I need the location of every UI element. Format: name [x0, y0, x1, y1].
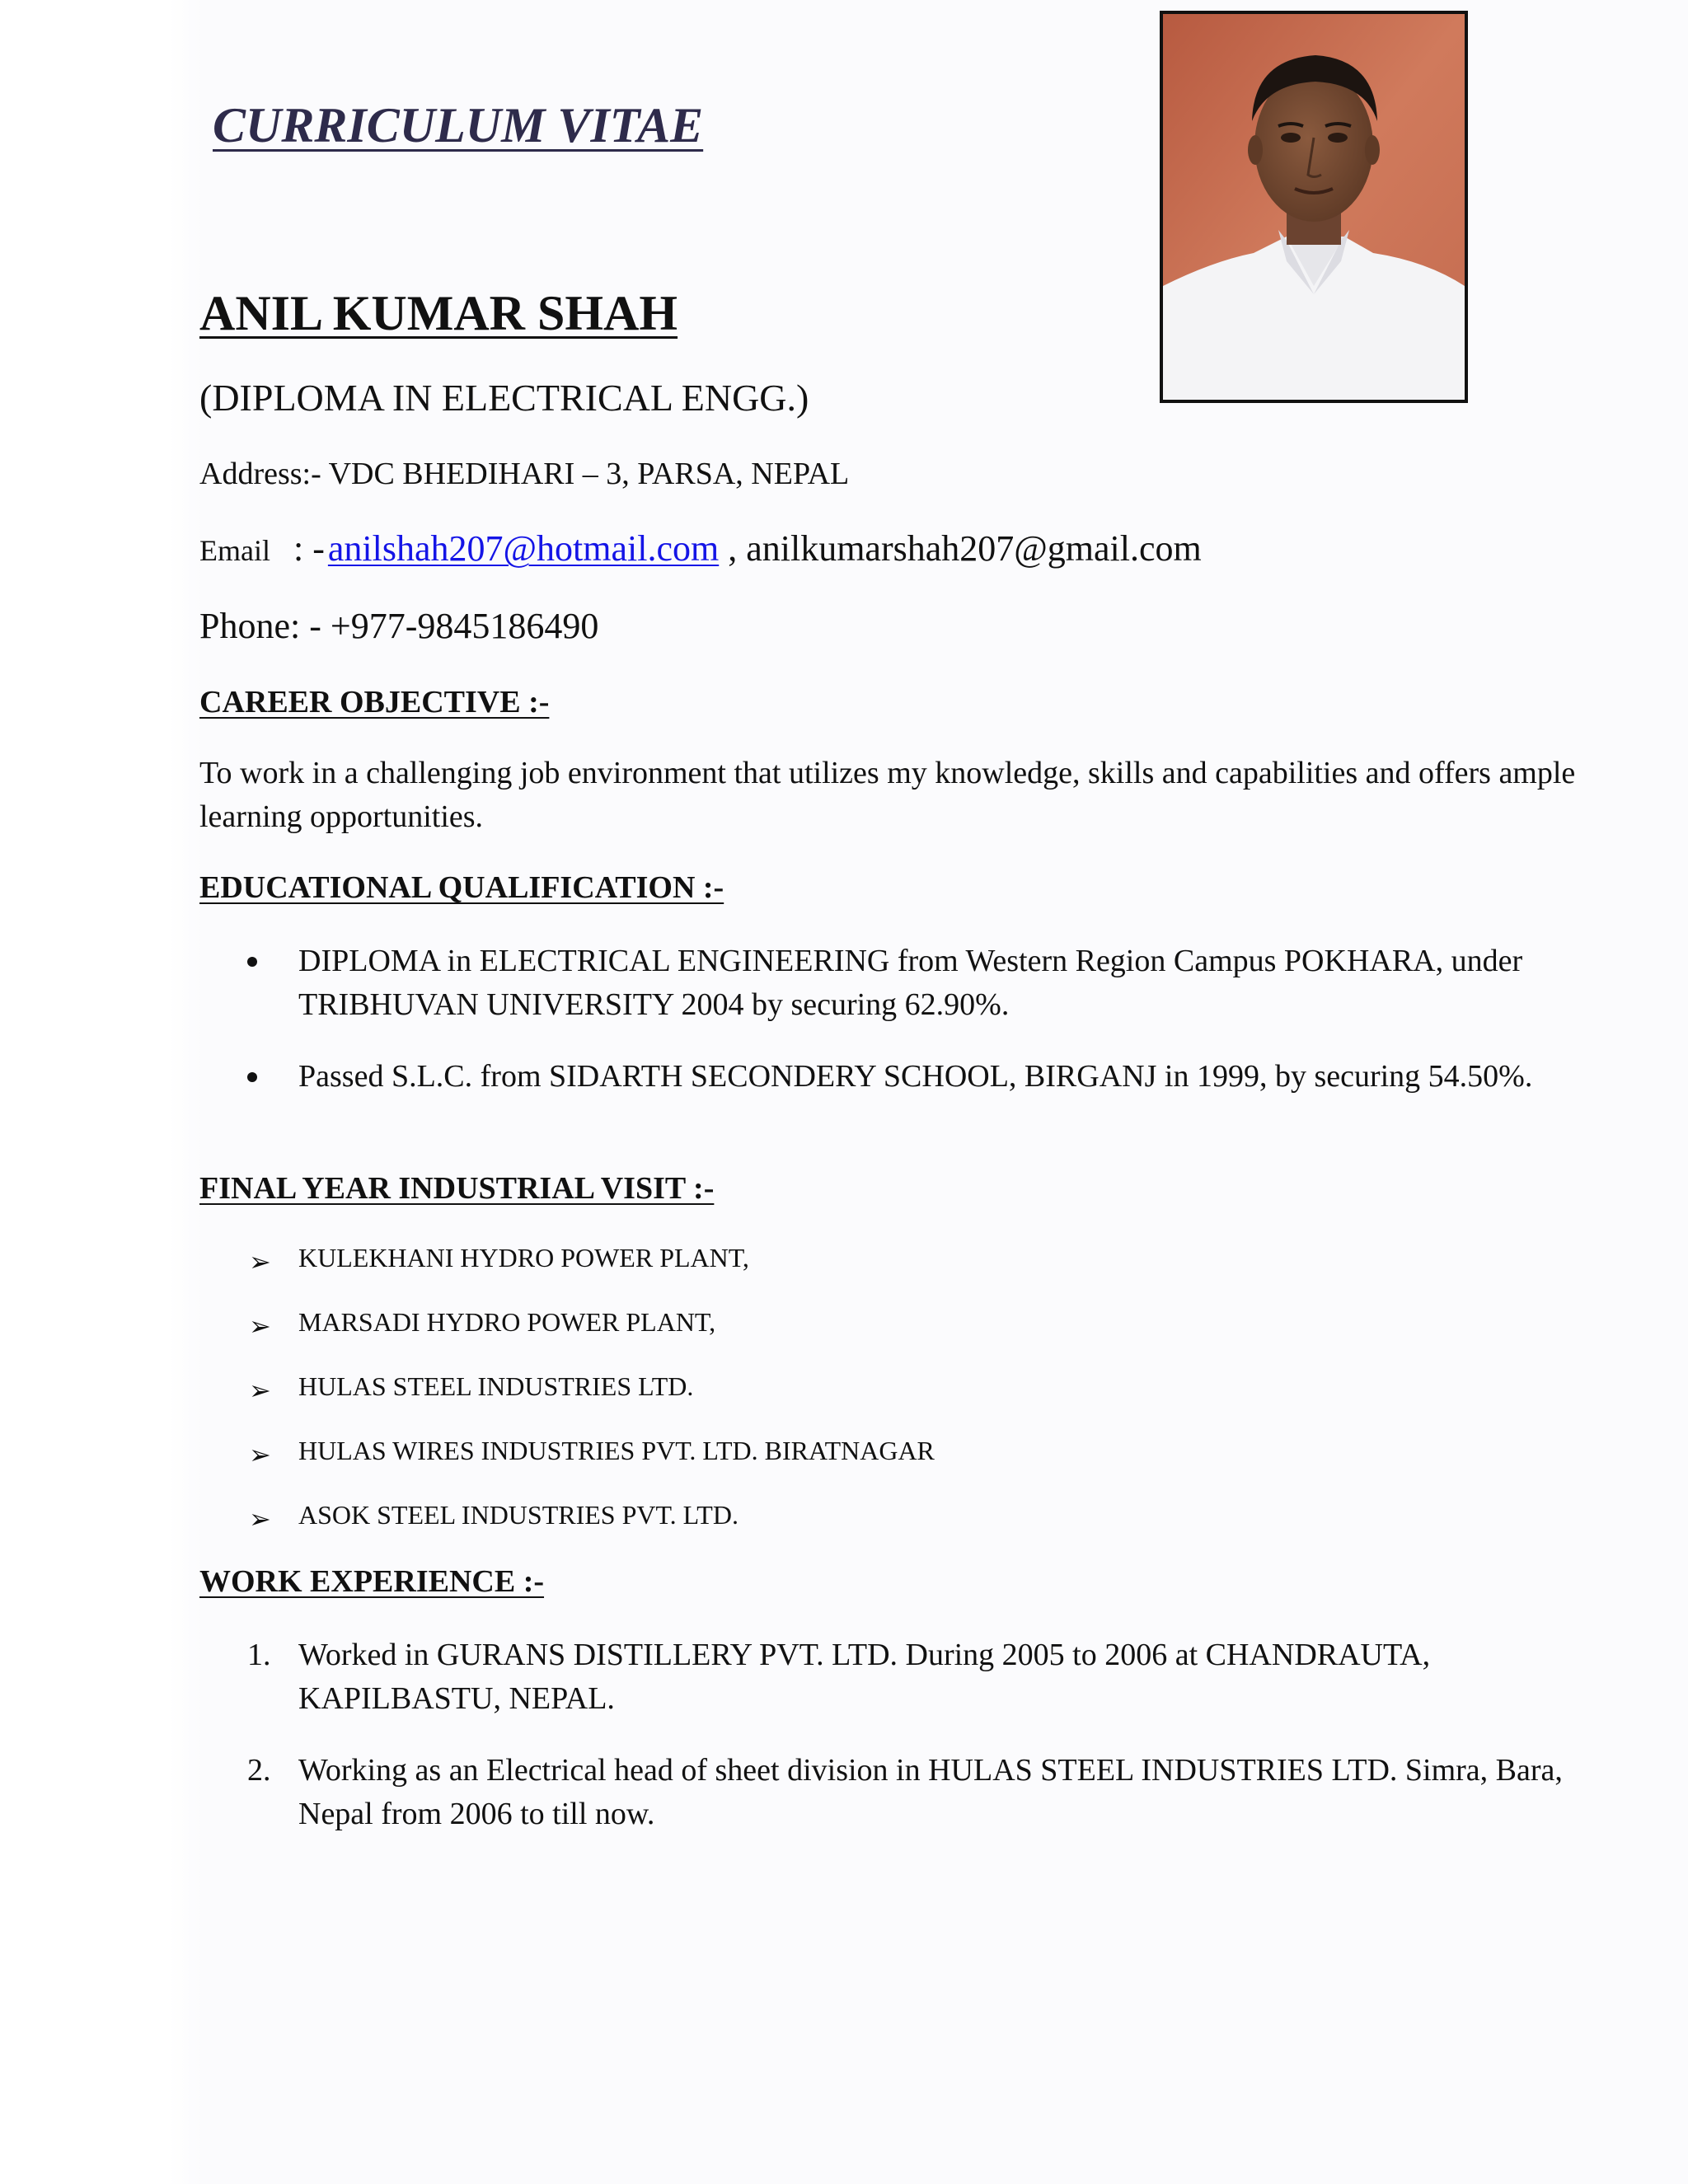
industrial-visit-heading: FINAL YEAR INDUSTRIAL VISIT :- [199, 1171, 715, 1206]
arrow-bullet-icon: ➢ [249, 1311, 271, 1341]
work-item-text: Working as an Electrical head of sheet division in HULAS STEEL INDUSTRIES LTD. Simra, Bara, Nepal from 2006 to till now. [298, 1753, 1563, 1831]
phone-line: Phone: - +977-9845186490 [199, 606, 599, 646]
portrait-photo [1160, 11, 1468, 403]
visit-item-text: MARSADI HYDRO POWER PLANT, [298, 1307, 716, 1337]
arrow-bullet-icon: ➢ [249, 1376, 271, 1405]
education-item-text: DIPLOMA in ELECTRICAL ENGINEERING from Western Region Campus POKHARA, under TRIBHUVAN UNIVERSITY 2004 by securing 62.90%. [298, 944, 1523, 1022]
document-title: CURRICULUM VITAE [213, 98, 704, 152]
education-item-text: Passed S.L.C. from SIDARTH SECONDERY SCHOOL, BIRGANJ in 1999, by securing 54.50%. [298, 1059, 1533, 1094]
email-line [199, 527, 1202, 569]
list-item [199, 1055, 1584, 1146]
visit-item-text: HULAS STEEL INDUSTRIES LTD. [298, 1371, 694, 1401]
education-heading: EDUCATIONAL QUALIFICATION :- [199, 870, 724, 905]
work-item-text: Worked in GURANS DISTILLERY PVT. LTD. During 2005 to 2006 at CHANDRAUTA, KAPILBASTU, NEPAL. [298, 1638, 1431, 1716]
bullet-icon [247, 957, 257, 967]
arrow-bullet-icon: ➢ [249, 1247, 271, 1277]
email-separator: : - [293, 528, 325, 569]
career-objective-text: To work in a challenging job environment that utilizes my knowledge, skills and capabilities and offers ample learning opportunities. [199, 756, 1576, 834]
arrow-bullet-icon: ➢ [249, 1504, 271, 1534]
work-experience-heading: WORK EXPERIENCE :- [199, 1564, 545, 1599]
candidate-name: ANIL KUMAR SHAH [199, 286, 678, 340]
bullet-icon [247, 1072, 257, 1082]
item-number: 2. [247, 1753, 271, 1788]
email-secondary: , anilkumarshah207@gmail.com [719, 528, 1202, 569]
item-number: 1. [247, 1638, 271, 1672]
email-link-primary[interactable]: anilshah207@hotmail.com [327, 528, 720, 569]
email-label: Email [199, 534, 270, 567]
candidate-degree: (DIPLOMA IN ELECTRICAL ENGG.) [199, 377, 809, 419]
visit-item-text: HULAS WIRES INDUSTRIES PVT. LTD. BIRATNAGAR [298, 1436, 935, 1465]
arrow-bullet-icon: ➢ [249, 1440, 271, 1469]
list-item [199, 1633, 1584, 1724]
visit-item-text: ASOK STEEL INDUSTRIES PVT. LTD. [298, 1500, 738, 1530]
list-item [199, 1749, 1584, 1840]
list-item [199, 940, 1584, 1030]
career-objective-heading: CAREER OBJECTIVE :- [199, 685, 550, 719]
address-line: Address:- VDC BHEDIHARI – 3, PARSA, NEPAL [199, 457, 850, 491]
visit-item-text: KULEKHANI HYDRO POWER PLANT, [298, 1243, 749, 1272]
